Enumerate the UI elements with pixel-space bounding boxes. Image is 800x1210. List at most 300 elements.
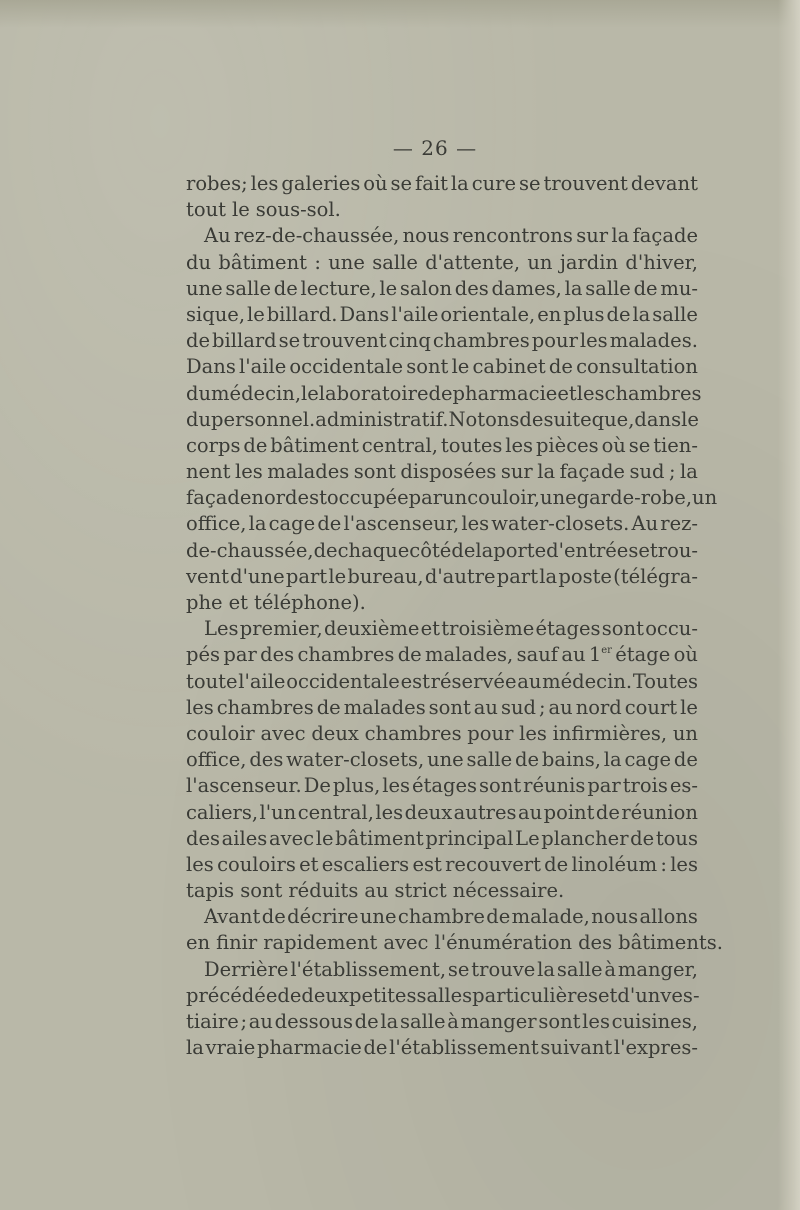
text-line bbox=[186, 302, 698, 328]
word: de bbox=[273, 276, 298, 300]
text-line bbox=[186, 250, 698, 276]
word: 1er bbox=[588, 643, 612, 667]
word: galeries bbox=[281, 172, 361, 195]
word: les bbox=[519, 721, 547, 745]
word: se bbox=[447, 957, 470, 981]
text-line bbox=[186, 747, 698, 773]
word: le bbox=[379, 276, 398, 300]
word: la bbox=[537, 460, 556, 484]
word: de bbox=[515, 748, 540, 772]
word: tien- bbox=[653, 433, 698, 457]
word: un bbox=[692, 486, 718, 510]
word: la bbox=[380, 1010, 399, 1033]
word: façade bbox=[186, 486, 252, 510]
word: de bbox=[428, 381, 453, 405]
text-line bbox=[186, 328, 698, 354]
word: plus bbox=[563, 302, 605, 326]
word: cage bbox=[624, 748, 672, 772]
word: ves- bbox=[660, 983, 700, 1007]
word: tapis bbox=[186, 879, 235, 903]
word: occu- bbox=[645, 617, 698, 641]
text-line bbox=[186, 800, 698, 826]
word: la bbox=[450, 172, 469, 195]
word: de bbox=[277, 983, 302, 1007]
word: l'aile bbox=[391, 302, 439, 326]
word: dames, bbox=[491, 276, 562, 300]
word: robes; bbox=[186, 172, 248, 195]
word: malades bbox=[343, 695, 426, 719]
word: De bbox=[303, 774, 331, 798]
word: jardin bbox=[559, 250, 619, 274]
word: vent bbox=[186, 564, 229, 588]
text-line bbox=[186, 904, 698, 930]
word: water-closets. bbox=[491, 512, 630, 536]
word: l'énumération bbox=[434, 931, 573, 955]
word: les bbox=[250, 172, 279, 195]
word: plancher bbox=[541, 826, 629, 850]
word: les bbox=[461, 512, 490, 536]
word: façade bbox=[632, 224, 698, 248]
word: Les bbox=[204, 617, 239, 641]
word: petites bbox=[349, 983, 417, 1007]
word: Dans bbox=[339, 302, 390, 326]
word: par bbox=[408, 486, 443, 510]
word: l'expres- bbox=[613, 1036, 698, 1060]
word: les bbox=[186, 695, 214, 719]
word: allons bbox=[639, 905, 698, 929]
word: un bbox=[527, 250, 553, 274]
word: escaliers bbox=[321, 852, 410, 876]
word: personnel.administratif. bbox=[211, 407, 449, 431]
word: de bbox=[548, 355, 573, 379]
word: malades bbox=[267, 460, 350, 484]
word: : bbox=[314, 250, 321, 274]
word: les bbox=[505, 433, 534, 457]
text-line bbox=[186, 538, 698, 564]
word: Le bbox=[515, 826, 540, 850]
word: suivant bbox=[540, 1036, 613, 1060]
word: la bbox=[603, 748, 622, 772]
word: la bbox=[611, 224, 630, 248]
word: nous bbox=[591, 905, 639, 929]
word: de bbox=[316, 695, 341, 719]
page-right-edge bbox=[778, 0, 800, 1210]
word: où bbox=[673, 643, 698, 667]
word: au bbox=[517, 669, 542, 693]
body-text bbox=[186, 171, 723, 1061]
text-line bbox=[186, 930, 723, 956]
word: rez- bbox=[660, 512, 698, 536]
word: pés bbox=[186, 643, 221, 667]
word: un bbox=[672, 721, 698, 745]
word: les bbox=[234, 460, 263, 484]
word: chambres bbox=[364, 721, 462, 745]
word: Derrière bbox=[204, 957, 289, 981]
word: dessous bbox=[274, 1010, 353, 1033]
word: est bbox=[297, 486, 327, 510]
word: dans bbox=[634, 407, 682, 431]
word: d'un bbox=[617, 983, 661, 1007]
word: couloirs bbox=[217, 852, 296, 876]
word: et bbox=[420, 617, 441, 641]
word: une bbox=[427, 748, 464, 772]
word: de bbox=[630, 826, 655, 850]
word: les bbox=[579, 329, 608, 353]
word: finir bbox=[216, 931, 258, 955]
word: chambres bbox=[216, 695, 314, 719]
word: d'attente, bbox=[425, 250, 521, 274]
word: consultation bbox=[576, 355, 698, 379]
word: vraie bbox=[205, 1036, 256, 1060]
word: les bbox=[382, 774, 411, 798]
word: occidentale bbox=[286, 669, 400, 693]
word: réunion bbox=[621, 800, 698, 824]
word: recouvert bbox=[445, 852, 541, 876]
word: précédée bbox=[186, 983, 278, 1007]
text-line bbox=[186, 773, 698, 799]
word: la bbox=[537, 957, 556, 981]
word: sont bbox=[240, 879, 283, 903]
word: se bbox=[518, 172, 541, 195]
word: cure bbox=[471, 172, 517, 195]
word: le bbox=[246, 302, 265, 326]
word: médecin. bbox=[542, 669, 633, 693]
word: chambres bbox=[604, 381, 702, 405]
word: lecture, bbox=[300, 276, 377, 300]
word: des bbox=[249, 748, 284, 772]
word: point bbox=[543, 800, 595, 824]
word: de bbox=[243, 433, 268, 457]
text-line bbox=[186, 878, 698, 904]
word: Toutes bbox=[632, 669, 698, 693]
text-line bbox=[186, 721, 698, 747]
word: les bbox=[576, 381, 605, 405]
word: garde-robe, bbox=[576, 486, 693, 510]
word: chambres bbox=[297, 643, 395, 667]
text-line bbox=[186, 826, 698, 852]
word: est bbox=[412, 852, 442, 876]
text-line bbox=[186, 197, 698, 223]
word: des bbox=[578, 931, 613, 955]
word: le bbox=[301, 381, 319, 405]
word: chaque bbox=[337, 538, 410, 562]
text-line bbox=[186, 695, 698, 721]
word: l'aile bbox=[239, 355, 287, 379]
word: et bbox=[557, 381, 577, 405]
word: office, bbox=[186, 748, 247, 772]
word: de bbox=[186, 329, 211, 353]
word: bâtiment bbox=[270, 433, 359, 457]
word: central, bbox=[361, 433, 438, 457]
word: Au bbox=[631, 512, 659, 536]
word: par bbox=[587, 774, 621, 798]
word: des bbox=[454, 276, 489, 300]
word: water-closets, bbox=[286, 748, 425, 772]
word: tous bbox=[655, 826, 698, 850]
word: de bbox=[354, 1010, 379, 1033]
word: se bbox=[628, 433, 651, 457]
text-line bbox=[186, 276, 698, 302]
word: couloir bbox=[186, 721, 255, 745]
word: en bbox=[186, 931, 211, 955]
word: une bbox=[328, 250, 365, 274]
word: la bbox=[564, 276, 583, 300]
word: de-chaussée, bbox=[186, 538, 314, 562]
word: tiaire bbox=[186, 1010, 239, 1033]
word: à bbox=[447, 1010, 459, 1033]
word: en bbox=[537, 302, 562, 326]
word: ; bbox=[538, 695, 546, 719]
word: décrire bbox=[287, 905, 359, 929]
word: troisième bbox=[441, 617, 535, 641]
word: strict bbox=[394, 879, 447, 903]
word: chambre bbox=[397, 905, 485, 929]
word: particulières bbox=[472, 983, 599, 1007]
word: la bbox=[680, 460, 698, 484]
word: du bbox=[186, 381, 212, 405]
word: porte bbox=[493, 538, 547, 562]
text-line bbox=[186, 485, 718, 511]
word: réduits bbox=[288, 879, 359, 903]
word: rapidement bbox=[263, 931, 378, 955]
word: salle bbox=[372, 250, 418, 274]
text-line bbox=[186, 983, 698, 1009]
word: couloir, bbox=[467, 486, 541, 510]
word: salle bbox=[466, 748, 513, 772]
word: salon bbox=[399, 276, 453, 300]
word: se bbox=[390, 172, 413, 195]
word: Avant bbox=[204, 905, 261, 929]
word: tout bbox=[186, 198, 226, 222]
word: de bbox=[313, 538, 338, 562]
word: linoléum bbox=[571, 852, 658, 876]
word: avec bbox=[268, 826, 315, 850]
word: bâtiment bbox=[335, 826, 424, 850]
word: pièces bbox=[535, 433, 599, 457]
word: de bbox=[519, 407, 544, 431]
word: de bbox=[633, 276, 658, 300]
word: les bbox=[375, 800, 404, 824]
word: infirmières, bbox=[552, 721, 668, 745]
word: suite bbox=[543, 407, 592, 431]
page-number: — 26 — bbox=[392, 136, 478, 160]
word: avec bbox=[260, 721, 306, 745]
word: au bbox=[548, 695, 573, 719]
word: salle bbox=[399, 1010, 446, 1033]
word: où bbox=[363, 172, 388, 195]
word: manger, bbox=[617, 957, 698, 981]
word: : bbox=[660, 852, 667, 876]
word: sont bbox=[406, 355, 449, 379]
word: sud bbox=[629, 460, 665, 484]
word: occidentale bbox=[289, 355, 404, 379]
word: cinq bbox=[388, 329, 431, 353]
word: trois bbox=[622, 774, 668, 798]
word: toutes bbox=[440, 433, 503, 457]
word: réunis bbox=[523, 774, 586, 798]
word: sont bbox=[353, 460, 396, 484]
word: pharmacie bbox=[452, 381, 558, 405]
word: malades. bbox=[609, 329, 698, 353]
word: nord bbox=[575, 695, 622, 719]
text-line bbox=[186, 407, 698, 433]
word: des bbox=[260, 643, 295, 667]
word: une bbox=[540, 486, 577, 510]
word: que, bbox=[591, 407, 635, 431]
text-line bbox=[186, 223, 698, 249]
word: billard. bbox=[266, 302, 338, 326]
word: trouvent bbox=[543, 172, 628, 195]
word: médecin, bbox=[211, 381, 302, 405]
word: les bbox=[670, 852, 698, 876]
word: téléphone). bbox=[253, 591, 366, 614]
word: de bbox=[317, 512, 342, 536]
word: d'hiver, bbox=[625, 250, 698, 274]
word: salles bbox=[416, 983, 473, 1007]
word: et bbox=[598, 983, 618, 1007]
word: nord bbox=[251, 486, 298, 510]
word: salle bbox=[652, 302, 698, 326]
word: au bbox=[364, 879, 389, 903]
word: d'une bbox=[230, 564, 285, 588]
word: central, bbox=[297, 800, 374, 824]
word: bâtiments. bbox=[618, 931, 723, 955]
word: malade, bbox=[511, 905, 590, 929]
word: de bbox=[451, 538, 476, 562]
word: au bbox=[561, 643, 586, 667]
text-line bbox=[186, 511, 698, 537]
word: réservée bbox=[430, 669, 517, 693]
word: cabinet bbox=[472, 355, 546, 379]
word: la bbox=[248, 512, 267, 536]
word: (télégra- bbox=[613, 564, 698, 588]
word: pharmacie bbox=[256, 1036, 362, 1060]
word: le bbox=[680, 695, 698, 719]
word: le bbox=[681, 407, 699, 431]
word: deux bbox=[301, 983, 349, 1007]
word: du bbox=[186, 407, 212, 431]
word: fait bbox=[415, 172, 448, 195]
word: la bbox=[475, 538, 494, 562]
word: étage bbox=[615, 643, 671, 667]
word: l'un bbox=[259, 800, 297, 824]
word: sont bbox=[428, 695, 471, 719]
word: chambres bbox=[432, 329, 530, 353]
word: de bbox=[673, 748, 698, 772]
word: le bbox=[451, 355, 470, 379]
word: sur bbox=[576, 224, 609, 248]
word: laboratoire bbox=[318, 381, 429, 405]
word: de bbox=[544, 852, 569, 876]
word: sauf bbox=[516, 643, 558, 667]
word: salle bbox=[225, 276, 272, 300]
word: bureau, bbox=[347, 564, 424, 588]
word: l'établissement, bbox=[290, 957, 447, 981]
text-line bbox=[186, 564, 698, 590]
word: sont bbox=[479, 774, 522, 798]
text-line bbox=[186, 354, 698, 380]
word: deux bbox=[311, 721, 359, 745]
text-line bbox=[186, 852, 698, 878]
word: salle bbox=[556, 957, 603, 981]
word: sud bbox=[500, 695, 537, 719]
word: court bbox=[624, 695, 678, 719]
word: ailes bbox=[221, 826, 268, 850]
word: l'ascenseur. bbox=[186, 774, 302, 798]
word: office, bbox=[186, 512, 247, 536]
word: toute bbox=[186, 669, 238, 693]
word: le bbox=[231, 198, 250, 222]
page-top-shadow bbox=[0, 0, 800, 28]
word: trouvent bbox=[302, 329, 387, 353]
word: ; bbox=[668, 460, 676, 484]
word: la bbox=[632, 302, 651, 326]
word: de bbox=[595, 800, 620, 824]
word: deuxième bbox=[324, 617, 420, 641]
word: l'ascenseur, bbox=[343, 512, 460, 536]
word: d'autre bbox=[424, 564, 496, 588]
word: es- bbox=[669, 774, 698, 798]
text-line bbox=[186, 1009, 698, 1035]
word: part bbox=[285, 564, 328, 588]
word: les bbox=[582, 1010, 610, 1033]
word: du bbox=[186, 250, 212, 274]
word: cage bbox=[268, 512, 316, 536]
word: de bbox=[606, 302, 631, 326]
word: côté bbox=[409, 538, 452, 562]
word: occupée bbox=[326, 486, 409, 510]
text-line bbox=[186, 616, 698, 642]
word: plus, bbox=[332, 774, 381, 798]
word: phe bbox=[186, 591, 223, 614]
word: au bbox=[473, 695, 498, 719]
word: nent bbox=[186, 460, 231, 484]
text-line bbox=[186, 669, 698, 695]
word: corps bbox=[186, 433, 241, 457]
word: l'établissement bbox=[389, 1036, 539, 1060]
word: trouve bbox=[471, 957, 536, 981]
word: avec bbox=[383, 931, 429, 955]
word: sique, bbox=[186, 302, 246, 326]
word: rez-de-chaussée, bbox=[233, 224, 400, 248]
text-line bbox=[186, 642, 698, 668]
word: des bbox=[186, 826, 221, 850]
word: par bbox=[223, 643, 257, 667]
word: principal bbox=[425, 826, 514, 850]
word: façade bbox=[559, 460, 625, 484]
word: le bbox=[315, 826, 334, 850]
word: sont bbox=[538, 1010, 581, 1033]
word: au bbox=[517, 800, 543, 824]
word: trou- bbox=[649, 538, 698, 562]
word: un bbox=[442, 486, 468, 510]
word: et bbox=[299, 852, 319, 876]
text-line bbox=[186, 1035, 698, 1061]
word: caliers, bbox=[186, 800, 259, 824]
word: la bbox=[539, 564, 558, 588]
word: devant bbox=[630, 172, 698, 195]
word: deux bbox=[404, 800, 453, 824]
word: Notons bbox=[448, 407, 520, 431]
word: malades, bbox=[425, 643, 514, 667]
text-line bbox=[186, 433, 698, 459]
word: orientale, bbox=[440, 302, 536, 326]
word: disposées bbox=[400, 460, 497, 484]
word: bains, bbox=[541, 748, 601, 772]
word: poste bbox=[558, 564, 612, 588]
word: autres bbox=[453, 800, 517, 824]
word: étages bbox=[412, 774, 478, 798]
